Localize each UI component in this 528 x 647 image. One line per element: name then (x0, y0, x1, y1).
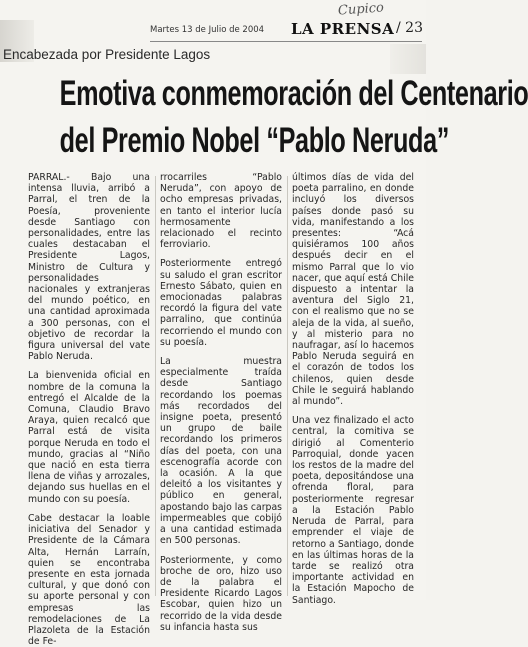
page-number: / 23 (396, 20, 423, 36)
paragraph: Una vez finalizado el acto central, la comitiva se dirigió al Comenterio Parroquial, donde yacen los restos de la madre del poeta, depositándose una ofrenda floral, para posteriormente regresar a la Estación Pablo Neruda de Parral, para emprender el viaje de retorno a Santiago, donde en las últimas horas de la tarde se realizó otra importante actividad en la Estación Mapocho de Santiago. (292, 415, 414, 606)
column-divider (287, 176, 288, 596)
paragraph: PARRAL.- Bajo una intensa lluvia, arribó a Parral, el tren de la Poesía, proveniente desde Santiago con personalidades, entre las cuales destacaban el Presidente Lagos, Ministro de Cultura y personalidades nacionales y extranjeras del mundo poético, en una cantidad aproximada a 300 personas, con el objetivo de recordar la figura universal del vate Pablo Neruda. (28, 172, 150, 363)
paragraph: últimos días de vida del poeta parralino, en donde incluyó los diversos países donde pasó su vida, manifestando a los presentes: “Acá quisiéramos 100 años después decir en el mismo Parral que lo vio nacer, que aquí está Chile dispuesto a intentar la aventura del Siglo 21, con el realismo que no se aleja de la vida, al sueño, y al misterio para no naufragar, así lo hacemos Pablo Neruda seguirá en el corazón de todos los chilenos, quien desde Chile le seguirá hablando al mundo”. (292, 172, 414, 408)
article-column-3 (292, 172, 414, 606)
headline-line-1: Emotiva conmemoración del Centenario (59, 74, 528, 113)
article-column-1 (28, 172, 150, 647)
paragraph: rrocarriles “Pablo Neruda”, con apoyo de ocho empresas privadas, en tanto el interior lucía hermosamente relacionado el recinto ferroviario. (160, 172, 282, 251)
article-body (28, 172, 420, 647)
masthead-rule (150, 41, 422, 42)
article-column-2 (160, 172, 282, 633)
article-kicker: Encabezada por Presidente Lagos (3, 47, 211, 62)
headline-line-2: del Premio Nobel “Pablo Neruda” (59, 121, 449, 160)
paragraph: La muestra especialmente traída desde Santiago recordando los poemas más recordados del insigne poeta, presentó un grupo de baile recordando los primeros días del poeta, con una escenografía acorde con la ocasión. A la que deleitó a los visitantes y público en general, apostando bajo las carpas impermeables que cobijó a una cantidad estimada en 500 personas. (160, 356, 282, 547)
column-divider (155, 176, 156, 596)
paragraph: La bienvenida oficial en nombre de la comuna la entregó el Alcalde de la Comuna, Claudio Bravo Araya, quien recalcó que Parral está de visita porque Neruda en todo el mundo, gracias al “Niño que nació en esta tierra llena de viñas y arrozales, dejando sus huellas en el mundo con su poesía. (28, 370, 150, 505)
paragraph: Posteriormente, y como broche de oro, hizo uso de la palabra el Presidente Ricardo Lagos Escobar, quien hizo un recorrido de la vida desde su infancia hasta sus (160, 554, 282, 633)
issue-date: Martes 13 de Julio de 2004 (150, 25, 265, 35)
handwritten-note: Cupico (337, 0, 385, 19)
newspaper-name: LA PRENSA (291, 20, 395, 38)
paragraph: Cabe destacar la loable iniciativa del Senador y Presidente de la Cámara Alta, Hernán Larraín, quien se encontraba presente en esta jornada cultural, y que donó con su aporte personal y con empresas las remodelaciones de La Plazoleta de la Estación de Fe- (28, 512, 150, 647)
article-headline (0, 70, 528, 164)
paragraph: Posteriormente entregó su saludo el gran escritor Ernesto Sábato, quien en emocionadas palabras recordó la figura del vate parralino, que continúa recorriendo el mundo con su poesía. (160, 258, 282, 348)
